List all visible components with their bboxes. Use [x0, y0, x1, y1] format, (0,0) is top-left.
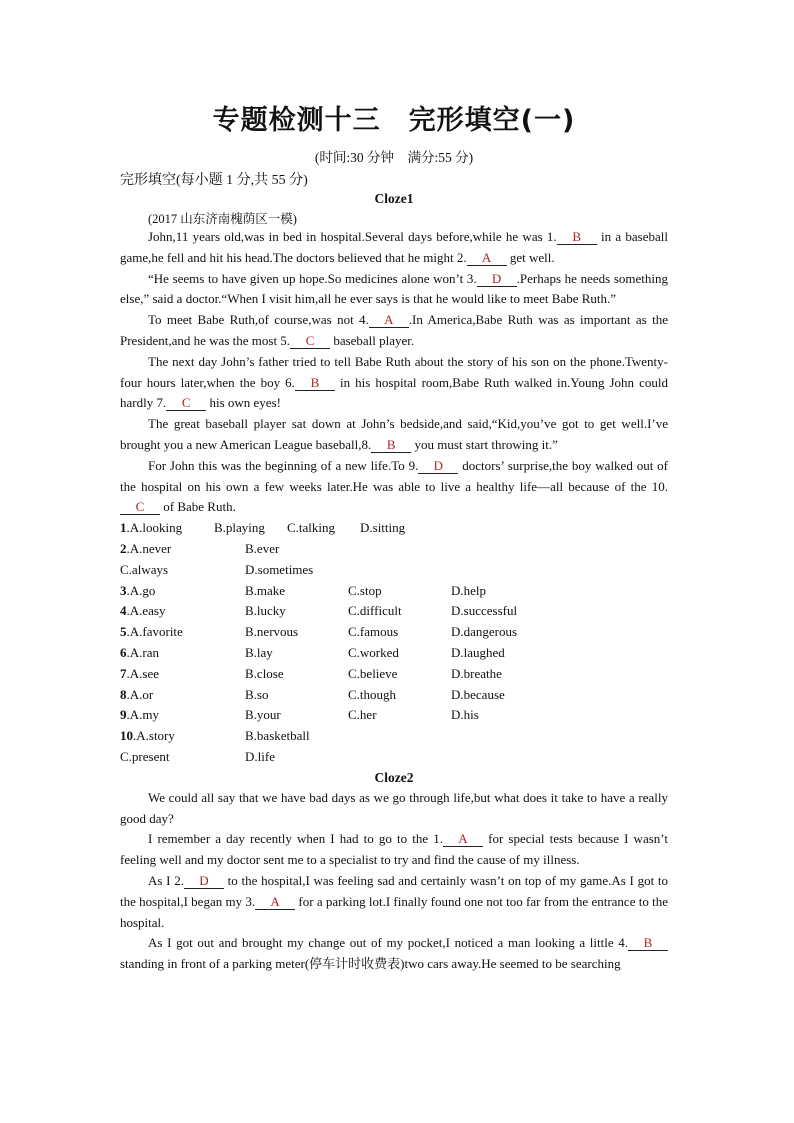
- option-choice: B.close: [245, 665, 284, 681]
- option-row: [120, 560, 668, 581]
- answer-blank: A: [467, 250, 507, 266]
- question-number: 2: [120, 540, 127, 556]
- option-choice: C.difficult: [348, 603, 402, 619]
- option-choice: B.lucky: [245, 603, 286, 619]
- option-choice: C.believe: [348, 665, 398, 681]
- option-choice: C.famous: [348, 624, 399, 640]
- cloze1-paragraph: [120, 456, 668, 518]
- question-number: 9: [120, 707, 127, 723]
- question-number: 1: [120, 520, 127, 536]
- option-choice: 1.A.looking: [120, 520, 183, 536]
- answer-blank: B: [557, 229, 597, 245]
- cloze2-passage: [120, 788, 668, 975]
- section-heading: 完形填空(每小题 1 分,共 55 分): [120, 173, 308, 188]
- question-number: 7: [120, 665, 127, 681]
- passage-text: As I 2.: [148, 872, 184, 888]
- passage-text: in his hospital room,Babe Ruth walked in.Young John could hardly 7.: [120, 374, 668, 411]
- passage-text: his own eyes!: [206, 395, 281, 411]
- passage-text: We could all say that we have bad days as we go through life,but what does it take to have a really good day?: [120, 789, 668, 826]
- cloze1-paragraph: [120, 352, 668, 414]
- option-row: [120, 747, 668, 768]
- option-row: [120, 685, 668, 706]
- page-title: 专题检测十三 完形填空(一): [212, 105, 576, 136]
- answer-blank: A: [255, 894, 295, 910]
- passage-text: you must start throwing it.”: [411, 436, 558, 452]
- option-choice: B.make: [245, 582, 286, 598]
- option-choice: 2.A.never: [120, 540, 172, 556]
- option-choice: 10.A.story: [120, 728, 175, 744]
- cloze2-paragraph: [120, 788, 668, 830]
- option-choice: B.playing: [214, 520, 265, 536]
- answer-blank: A: [443, 831, 483, 847]
- cloze1-paragraph: [120, 414, 668, 456]
- answer-blank: B: [295, 375, 335, 391]
- answer-blank: C: [166, 395, 206, 411]
- passage-text: I remember a day recently when I had to go to the 1.: [148, 831, 443, 847]
- cloze1-passage: [120, 227, 668, 518]
- passage-text: get well.: [506, 249, 555, 265]
- cloze1-source: (2017 山东济南槐荫区一模): [148, 212, 297, 226]
- passage-text: for special tests because I wasn’t feeling well and my doctor sent me to a specialist to try and find the cause of my illness.: [120, 831, 668, 868]
- option-row: [120, 581, 668, 602]
- answer-blank: B: [628, 935, 668, 951]
- answer-blank: D: [184, 873, 224, 889]
- cloze2-paragraph: [120, 871, 668, 933]
- option-choice: 7.A.see: [120, 665, 159, 681]
- passage-text: The great baseball player sat down at John’s bedside,and said,“Kid,you’ve got to get well.I’ve brought you a new American League baseball,8.: [120, 416, 668, 452]
- answer-blank: D: [477, 271, 517, 287]
- document-page: [120, 98, 668, 975]
- option-choice: B.lay: [245, 644, 273, 660]
- option-choice: B.nervous: [245, 624, 299, 640]
- question-number: 3: [120, 582, 127, 598]
- passage-text: As I got out and brought my change out of my pocket,I noticed a man looking a little 4.: [148, 935, 628, 951]
- option-choice: D.sometimes: [245, 561, 314, 577]
- question-number: 10: [120, 728, 133, 744]
- option-choice: D.successful: [451, 603, 518, 619]
- option-choice: D.sitting: [360, 520, 406, 536]
- option-choice: C.present: [120, 748, 170, 764]
- option-choice: 6.A.ran: [120, 644, 159, 660]
- option-choice: C.always: [120, 561, 169, 577]
- passage-text: in a baseball game,he fell and hit his head.The doctors believed that he might 2.: [120, 229, 668, 265]
- option-choice: C.worked: [348, 644, 399, 660]
- option-choice: B.basketball: [245, 728, 310, 744]
- option-choice: D.breathe: [451, 665, 502, 681]
- question-number: 6: [120, 644, 127, 660]
- option-choice: D.help: [451, 582, 487, 598]
- option-choice: B.your: [245, 707, 281, 723]
- passage-text: doctors’ surprise,the boy walked out of the hospital on his own a few weeks later.He was able to live a healthy life—all because of the 10.: [120, 457, 669, 494]
- option-row: [120, 601, 668, 622]
- option-choice: D.his: [451, 707, 479, 723]
- option-choice: D.dangerous: [451, 624, 518, 640]
- passage-text: .In America,Babe Ruth was as important as the President,and he was the most 5.: [120, 312, 668, 348]
- cloze2-paragraph: [120, 933, 668, 975]
- option-choice: C.her: [348, 707, 377, 723]
- option-row: [120, 622, 668, 643]
- passage-text: baseball player.: [330, 332, 415, 348]
- option-choice: 4.A.easy: [120, 603, 166, 619]
- cloze1-paragraph: [120, 269, 668, 311]
- passage-text: .Perhaps he needs something else,” said a doctor.“When I visit him,all he ever says is that he would like to meet Babe Ruth.”: [120, 270, 668, 307]
- option-choice: B.so: [245, 686, 269, 702]
- option-row: [120, 539, 668, 560]
- answer-blank: C: [120, 499, 160, 515]
- option-choice: 9.A.my: [120, 707, 159, 723]
- question-number: 5: [120, 624, 127, 640]
- question-number: 4: [120, 603, 127, 619]
- answer-blank: C: [290, 333, 330, 349]
- passage-text: for a parking lot.I finally found one not too far from the entrance to the hospital.: [120, 893, 669, 930]
- option-choice: C.though: [348, 686, 397, 702]
- passage-text: To meet Babe Ruth,of course,was not 4.: [148, 312, 369, 328]
- passage-text: The next day John’s father tried to tell Babe Ruth about the story of his son on the phone.Twenty-four hours later,when the boy 6.: [120, 353, 668, 390]
- cloze2-heading: Cloze2: [374, 769, 414, 785]
- option-choice: C.talking: [287, 520, 336, 536]
- option-choice: 3.A.go: [120, 582, 156, 598]
- passage-text: John,11 years old,was in bed in hospital.Several days before,while he was 1.: [148, 229, 557, 244]
- option-choice: C.stop: [348, 582, 382, 598]
- answer-blank: A: [369, 312, 409, 328]
- cloze1-paragraph: [120, 227, 668, 269]
- cloze1-heading: Cloze1: [374, 191, 414, 206]
- option-row: [120, 664, 668, 685]
- option-row: [120, 726, 668, 747]
- passage-text: standing in front of a parking meter(停车计时收费表)two cars away.He seemed to be searching: [120, 956, 621, 972]
- cloze1-options: [120, 518, 668, 768]
- time-score-info: (时间:30 分钟 满分:55 分): [314, 150, 474, 165]
- option-choice: D.life: [245, 748, 275, 764]
- option-choice: D.because: [451, 686, 505, 702]
- passage-text: “He seems to have given up hope.So medicines alone won’t 3.: [148, 270, 477, 286]
- option-row: [120, 643, 668, 664]
- option-choice: D.laughed: [451, 644, 505, 660]
- passage-text: For John this was the beginning of a new life.To 9.: [148, 457, 419, 473]
- option-choice: B.ever: [245, 540, 280, 556]
- cloze2-paragraph: [120, 829, 668, 871]
- answer-blank: B: [371, 437, 411, 453]
- option-choice: 5.A.favorite: [120, 624, 183, 640]
- option-choice: 8.A.or: [120, 686, 154, 702]
- answer-blank: D: [418, 458, 458, 474]
- cloze1-paragraph: [120, 310, 668, 352]
- option-row: [120, 705, 668, 726]
- option-row: [120, 518, 668, 539]
- passage-text: to the hospital,I was feeling sad and certainly wasn’t on top of my game.As I got to the hospital,I began my 3.: [120, 872, 669, 909]
- passage-text: of Babe Ruth.: [160, 499, 236, 515]
- question-number: 8: [120, 686, 127, 702]
